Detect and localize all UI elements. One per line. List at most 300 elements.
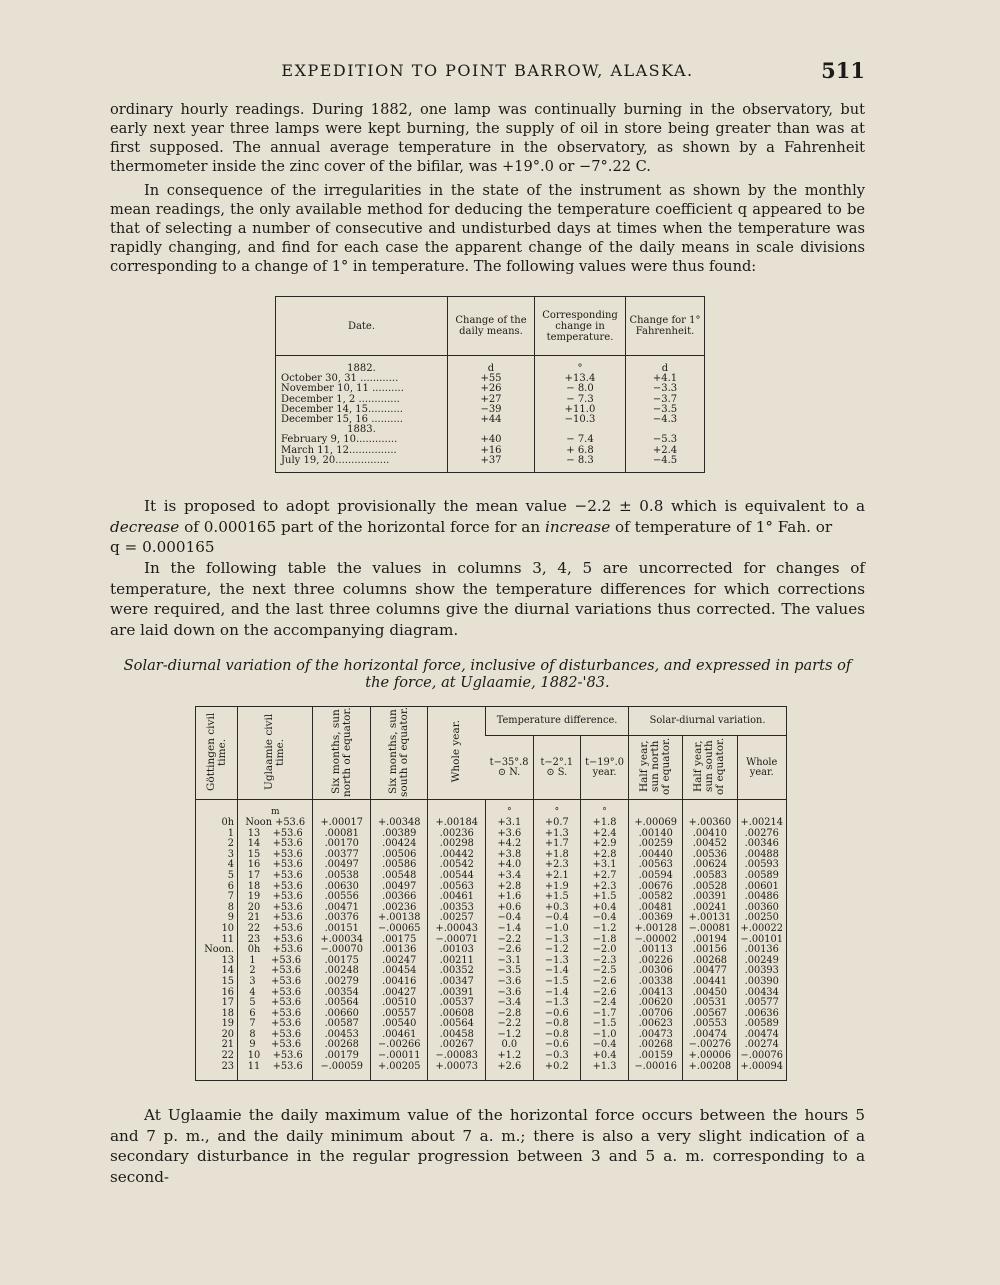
value-cell: 21 +53.6 (238, 913, 313, 924)
value-cell: +4.2 (486, 839, 534, 850)
value-cell: .00354 (313, 988, 371, 999)
value-cell: .00247 (370, 956, 428, 967)
hour-cell: 20 (221, 1028, 235, 1040)
value-cell: .00140 (629, 829, 683, 840)
value-cell: −.00002 (629, 935, 683, 946)
value-cell: +0.3 (533, 903, 580, 914)
value-cell: −1.2 (580, 924, 628, 935)
hour-cell: 7 (227, 891, 235, 903)
value-cell: +3.4 (486, 871, 534, 882)
value-cell: +16 (448, 446, 535, 456)
value-cell: .00268 (313, 1040, 371, 1051)
value-cell: .00440 (629, 850, 683, 861)
value-cell: +4.1 (626, 374, 705, 384)
value-cell: −39 (448, 405, 535, 415)
value-cell: .00170 (313, 839, 371, 850)
unit-label: ° (533, 800, 580, 819)
value-cell: .00594 (629, 871, 683, 882)
value-cell: +.00138 (370, 913, 428, 924)
value-cell: .00276 (737, 829, 787, 840)
value-cell: .00540 (370, 1019, 428, 1030)
value-cell: +1.7 (533, 839, 580, 850)
value-cell: .00528 (683, 882, 737, 893)
value-cell: −.00276 (683, 1040, 737, 1051)
value-cell: .00236 (428, 829, 486, 840)
value-cell: .00531 (683, 998, 737, 1009)
value-cell: 4 +53.6 (238, 988, 313, 999)
value-cell: −1.2 (486, 1030, 534, 1041)
value-cell: −1.3 (533, 956, 580, 967)
value-cell: +.00184 (428, 818, 486, 829)
value-cell: .00544 (428, 871, 486, 882)
value-cell: −0.4 (580, 913, 628, 924)
hour-cell: 3 (227, 848, 235, 860)
value-cell: −1.0 (580, 1030, 628, 1041)
value-cell: −3.1 (486, 956, 534, 967)
value-cell: 16 +53.6 (238, 860, 313, 871)
value-cell: .00298 (428, 839, 486, 850)
value-cell: .00268 (683, 956, 737, 967)
value-cell: +.00205 (370, 1062, 428, 1081)
value-cell: −.00083 (428, 1051, 486, 1062)
value-cell: +.00069 (629, 818, 683, 829)
paragraph-following-table (110, 558, 865, 640)
paragraph-coefficient-text: In consequence of the irregularities in the state of the instrument as shown by the monthly mean readings, the only available method for deducing the temperature coefficient q appeared to be that of selecting a number of consecutive and undisturbed days at times when the temperature was rapidly changing, and find for each case the apparent change of the daily means in scale divisions corresponding to a change of 1° in temperature. The following values were thus found: (110, 182, 865, 275)
value-cell: +2.4 (580, 829, 628, 840)
hour-cell: 19 (221, 1018, 235, 1030)
value-cell: −.00266 (370, 1040, 428, 1051)
value-cell: +2.8 (580, 850, 628, 861)
value-cell: +27 (448, 395, 535, 405)
value-cell: .00257 (428, 913, 486, 924)
value-cell: .00471 (313, 903, 371, 914)
col-temp-year-header: t−19°.0 year. (580, 736, 628, 800)
table-caption: Solar-diurnal variation of the horizontal force, inclusive of disturbances, and expressed in parts of the force, at Uglaamie, 1882-'83. (123, 657, 852, 691)
value-cell: .00241 (683, 903, 737, 914)
value-cell: .00194 (683, 935, 737, 946)
value-cell: .00542 (428, 860, 486, 871)
value-cell: 1 +53.6 (238, 956, 313, 967)
value-cell: +.00348 (370, 818, 428, 829)
value-cell: .00630 (313, 882, 371, 893)
value-cell: 5 +53.6 (238, 998, 313, 1009)
value-cell: +1.3 (580, 1062, 628, 1081)
value-cell: −1.2 (533, 945, 580, 956)
date-cell: October 30, 31 ............ (281, 373, 399, 385)
value-cell: .00452 (683, 839, 737, 850)
value-cell: −5.3 (626, 435, 705, 445)
hour-cell: Noon. (204, 944, 235, 956)
value-cell: .00497 (313, 860, 371, 871)
value-cell: .00706 (629, 1009, 683, 1020)
value-cell: .00416 (370, 977, 428, 988)
value-cell: −2.8 (486, 1009, 534, 1020)
value-cell: +13.4 (535, 374, 626, 384)
running-header (110, 58, 865, 84)
value-cell: 18 +53.6 (238, 882, 313, 893)
unit-label (737, 800, 787, 819)
value-cell: −3.6 (486, 988, 534, 999)
year-label: 1882. (347, 363, 376, 374)
value-cell: +1.8 (580, 818, 628, 829)
paragraph-mean-value-text-b: of 0.000165 part of the horizontal force for an (179, 517, 545, 536)
unit-label (370, 800, 428, 819)
col-corresponding-change-header: Corresponding change in temperature. (535, 297, 626, 356)
value-cell: .00488 (737, 850, 787, 861)
value-cell: +.00043 (428, 924, 486, 935)
value-cell: +2.8 (486, 882, 534, 893)
value-cell: +.00006 (683, 1051, 737, 1062)
unit-label: d (626, 364, 705, 374)
value-cell: .00587 (313, 1019, 371, 1030)
value-cell: +2.7 (580, 871, 628, 882)
value-cell: .00434 (737, 988, 787, 999)
value-cell: .00346 (737, 839, 787, 850)
hour-cell: 17 (221, 997, 235, 1009)
unit-label (196, 800, 238, 819)
value-cell: +26 (448, 384, 535, 394)
value-cell: +2.3 (533, 860, 580, 871)
value-cell: .00567 (683, 1009, 737, 1020)
value-cell: −1.4 (533, 966, 580, 977)
hour-cell: 14 (221, 965, 235, 977)
col-temp-north-header: t−35°.8 ⊙ N. (486, 736, 534, 800)
value-cell: −4.5 (626, 456, 705, 473)
value-cell: .00636 (737, 1009, 787, 1020)
value-cell: −3.6 (486, 977, 534, 988)
value-cell: +.00034 (313, 935, 371, 946)
value-cell: −4.3 (626, 415, 705, 425)
value-cell: +44 (448, 415, 535, 425)
unit-label (428, 800, 486, 819)
value-cell: .00538 (313, 871, 371, 882)
emphasis-increase: increase (544, 517, 611, 536)
hour-cell: 9 (227, 912, 235, 924)
value-cell: 20 +53.6 (238, 903, 313, 914)
value-cell: .00608 (428, 1009, 486, 1020)
value-cell: .00497 (370, 882, 428, 893)
unit-label (629, 800, 683, 819)
value-cell: .00151 (313, 924, 371, 935)
value-cell: 23 +53.6 (238, 935, 313, 946)
date-cell: February 9, 10............. (281, 434, 398, 446)
value-cell: .00347 (428, 977, 486, 988)
unit-label: ° (580, 800, 628, 819)
value-cell: −3.3 (626, 384, 705, 394)
value-cell: −2.4 (580, 998, 628, 1009)
value-cell: +.00073 (428, 1062, 486, 1081)
value-cell: .00279 (313, 977, 371, 988)
value-cell: 3 +53.6 (238, 977, 313, 988)
table-row (196, 818, 787, 829)
value-cell: −2.6 (580, 988, 628, 999)
value-cell: +3.6 (486, 829, 534, 840)
value-cell: 11 +53.6 (238, 1062, 313, 1081)
value-cell: +2.1 (533, 871, 580, 882)
value-cell: 10 +53.6 (238, 1051, 313, 1062)
hour-cell: 21 (221, 1039, 235, 1051)
value-cell: 15 +53.6 (238, 850, 313, 861)
running-title: EXPEDITION TO POINT BARROW, ALASKA. (281, 61, 694, 80)
value-cell: .00136 (370, 945, 428, 956)
page-number: 511 (821, 58, 865, 83)
solar-diurnal-variation-table (195, 706, 787, 1081)
value-cell: −1.4 (533, 988, 580, 999)
value-cell: .00236 (370, 903, 428, 914)
value-cell: .00510 (370, 998, 428, 1009)
value-cell: +.00131 (683, 913, 737, 924)
value-cell: .00461 (428, 892, 486, 903)
value-cell: .00474 (737, 1030, 787, 1041)
value-cell: .00424 (370, 839, 428, 850)
value-cell: 6 +53.6 (238, 1009, 313, 1020)
value-cell: .00506 (370, 850, 428, 861)
col-six-months-north-header: Six months, sun north of equator. (313, 707, 371, 800)
value-cell: + 6.8 (535, 446, 626, 456)
date-cell: December 14, 15........... (281, 403, 403, 415)
value-cell: −1.4 (486, 924, 534, 935)
value-cell: .00306 (629, 966, 683, 977)
value-cell: +1.8 (533, 850, 580, 861)
value-cell: .00360 (737, 903, 787, 914)
value-cell: .00564 (313, 998, 371, 1009)
value-cell: −.00059 (313, 1062, 371, 1081)
hour-cell: 18 (221, 1007, 235, 1019)
value-cell: −.00076 (737, 1051, 787, 1062)
col-change-per-degree-header: Change for 1° Fahrenheit. (626, 297, 705, 356)
value-cell: .00453 (313, 1030, 371, 1041)
value-cell: −2.2 (486, 935, 534, 946)
value-cell: .00179 (313, 1051, 371, 1062)
value-cell: Noon +53.6 (238, 818, 313, 829)
value-cell: +1.6 (486, 892, 534, 903)
col-whole-year-header: Whole year. (428, 707, 486, 800)
value-cell: +55 (448, 374, 535, 384)
paragraph-lamps: ordinary hourly readings. During 1882, one lamp was continually burning in the observatory, but early next year three lamps were kept burning, the supply of oil in store being greater than was at first supposed. The annual average temperature in the observatory, as shown by a Fahrenheit thermometer inside the zinc cover of the bifilar, was +19°.0 or −7°.22 C. (110, 101, 865, 175)
col-uglaamie-time-header: Uglaamie civil time. (238, 707, 313, 800)
value-cell: .00267 (428, 1040, 486, 1051)
value-cell: −1.7 (580, 1009, 628, 1020)
value-cell: −1.5 (580, 1019, 628, 1030)
value-cell: −1.8 (580, 935, 628, 946)
value-cell: .00556 (313, 892, 371, 903)
value-cell: .00175 (370, 935, 428, 946)
group-solar-diurnal-variation: Solar-diurnal variation. (629, 707, 787, 736)
value-cell: 0.0 (486, 1040, 534, 1051)
value-cell: 17 +53.6 (238, 871, 313, 882)
value-cell: −.00011 (370, 1051, 428, 1062)
value-cell: −2.3 (580, 956, 628, 967)
value-cell: .00553 (683, 1019, 737, 1030)
value-cell: 8 +53.6 (238, 1030, 313, 1041)
value-cell: +0.7 (533, 818, 580, 829)
value-cell: +.00017 (313, 818, 371, 829)
value-cell: −3.7 (626, 395, 705, 405)
value-cell: .00410 (683, 829, 737, 840)
value-cell: .00175 (313, 956, 371, 967)
value-cell: .00548 (370, 871, 428, 882)
value-cell: .00113 (629, 945, 683, 956)
value-cell: −10.3 (535, 415, 626, 425)
value-cell: +4.0 (486, 860, 534, 871)
value-cell: −2.0 (580, 945, 628, 956)
date-cell: July 19, 20................. (281, 454, 390, 466)
value-cell: −.00065 (370, 924, 428, 935)
value-cell: −1.0 (533, 924, 580, 935)
value-cell: 22 +53.6 (238, 924, 313, 935)
value-cell: .00274 (737, 1040, 787, 1051)
unit-label (313, 800, 371, 819)
value-cell: .00589 (737, 1019, 787, 1030)
value-cell: −.00101 (737, 935, 787, 946)
value-cell: .00413 (629, 988, 683, 999)
value-cell: .00259 (629, 839, 683, 850)
hour-cell: 13 (221, 954, 235, 966)
value-cell: +0.4 (580, 1051, 628, 1062)
value-cell: +1.5 (533, 892, 580, 903)
value-cell: .00477 (683, 966, 737, 977)
value-cell: .00226 (629, 956, 683, 967)
value-cell: .00593 (737, 860, 787, 871)
value-cell: .00601 (737, 882, 787, 893)
value-cell: .00582 (629, 892, 683, 903)
hour-cell: 1 (227, 827, 235, 839)
value-cell: −1.5 (533, 977, 580, 988)
q-value: q = 0.000165 (110, 538, 215, 556)
value-cell: − 8.3 (535, 456, 626, 473)
col-temp-south-header: t−2°.1 ⊙ S. (533, 736, 580, 800)
value-cell: .00537 (428, 998, 486, 1009)
value-cell: −0.3 (533, 1051, 580, 1062)
value-cell: .00389 (370, 829, 428, 840)
value-cell: .00586 (370, 860, 428, 871)
value-cell: +1.5 (580, 892, 628, 903)
col-six-months-south-header: Six months, sun south of equator. (370, 707, 428, 800)
value-cell: +3.1 (580, 860, 628, 871)
unit-label: m (238, 800, 313, 819)
value-cell: +37 (448, 456, 535, 473)
table-row (196, 1062, 787, 1081)
col-change-means-header: Change of the daily means. (448, 297, 535, 356)
value-cell: .00338 (629, 977, 683, 988)
value-cell: .00577 (737, 998, 787, 1009)
value-cell: .00473 (629, 1030, 683, 1041)
value-cell: .00393 (737, 966, 787, 977)
col-half-year-south-header: Half year, sun south of equator. (683, 736, 737, 800)
paragraph-mean-value-text: It is proposed to adopt provisionally the mean value −2.2 ± 0.8 which is equivalent to a (144, 497, 865, 515)
paragraph-coefficient (110, 181, 865, 276)
value-cell: .00536 (683, 850, 737, 861)
hour-cell: 22 (221, 1050, 235, 1062)
value-cell: +2.3 (580, 882, 628, 893)
paragraph-daily-maximum (110, 1105, 865, 1187)
value-cell: 9 +53.6 (238, 1040, 313, 1051)
value-cell: .00156 (683, 945, 737, 956)
value-cell: −1.3 (533, 998, 580, 1009)
hour-cell: 11 (221, 933, 235, 945)
value-cell: .00563 (629, 860, 683, 871)
hour-cell: 10 (221, 922, 235, 934)
value-cell: −3.5 (486, 966, 534, 977)
value-cell: +11.0 (535, 405, 626, 415)
value-cell: 19 +53.6 (238, 892, 313, 903)
value-cell: +0.2 (533, 1062, 580, 1081)
hour-cell: 2 (227, 838, 235, 850)
value-cell: .00248 (313, 966, 371, 977)
value-cell: 0h +53.6 (238, 945, 313, 956)
value-cell: .00620 (629, 998, 683, 1009)
emphasis-decrease: decrease (110, 517, 180, 536)
temperature-coefficient-table (275, 296, 705, 473)
value-cell: .00481 (629, 903, 683, 914)
value-cell: .00563 (428, 882, 486, 893)
value-cell: .00557 (370, 1009, 428, 1020)
value-cell: −0.8 (533, 1019, 580, 1030)
table-row (276, 415, 705, 425)
value-cell: .00353 (428, 903, 486, 914)
date-cell: December 1, 2 ............. (281, 393, 400, 405)
value-cell: .00676 (629, 882, 683, 893)
value-cell: 2 +53.6 (238, 966, 313, 977)
value-cell: .00442 (428, 850, 486, 861)
date-cell: November 10, 11 .......... (281, 383, 404, 395)
value-cell: .00136 (737, 945, 787, 956)
hour-cell: 15 (221, 975, 235, 987)
unit-label (683, 800, 737, 819)
value-cell: +1.2 (486, 1051, 534, 1062)
col-solar-whole-year-header: Whole year. (737, 736, 787, 800)
value-cell: −2.2 (486, 1019, 534, 1030)
value-cell: −0.6 (533, 1040, 580, 1051)
value-cell: .00427 (370, 988, 428, 999)
value-cell: −1.3 (533, 935, 580, 946)
value-cell: +.00128 (629, 924, 683, 935)
date-cell: December 15, 16 .......... (281, 414, 403, 426)
value-cell: .00441 (683, 977, 737, 988)
value-cell: −3.5 (626, 405, 705, 415)
value-cell: − 7.3 (535, 395, 626, 405)
unit-label: ° (535, 364, 626, 374)
value-cell: − 8.0 (535, 384, 626, 394)
unit-label: ° (486, 800, 534, 819)
value-cell: 14 +53.6 (238, 839, 313, 850)
value-cell: .00352 (428, 966, 486, 977)
value-cell: 7 +53.6 (238, 1019, 313, 1030)
value-cell: +3.8 (486, 850, 534, 861)
value-cell: .00377 (313, 850, 371, 861)
col-half-year-north-header: Half year, sun north of equator. (629, 736, 683, 800)
value-cell: .00623 (629, 1019, 683, 1030)
col-gottingen-time-header: Göttingen civil time. (196, 707, 238, 800)
hour-cell: 0h (221, 817, 235, 828)
paragraph-daily-maximum-text: At Uglaamie the daily maximum value of the horizontal force occurs between the hours 5 and 7 p. m., and the daily minimum about 7 a. m.; there is also a very slight indication of a secondary disturbance in the regular progression between 3 and 5 a. m. corresponding to a second- (110, 1106, 865, 1186)
value-cell: .00376 (313, 913, 371, 924)
value-cell: +.00214 (737, 818, 787, 829)
value-cell: +1.9 (533, 882, 580, 893)
value-cell: +.00360 (683, 818, 737, 829)
value-cell: 13 +53.6 (238, 829, 313, 840)
table-row (196, 871, 787, 882)
value-cell: −0.4 (486, 913, 534, 924)
value-cell: −.00071 (428, 935, 486, 946)
value-cell: .00159 (629, 1051, 683, 1062)
value-cell: −0.6 (533, 1009, 580, 1020)
value-cell: .00461 (370, 1030, 428, 1041)
value-cell: .00390 (737, 977, 787, 988)
value-cell: −2.6 (486, 945, 534, 956)
value-cell: .00250 (737, 913, 787, 924)
hour-cell: 5 (227, 869, 235, 881)
